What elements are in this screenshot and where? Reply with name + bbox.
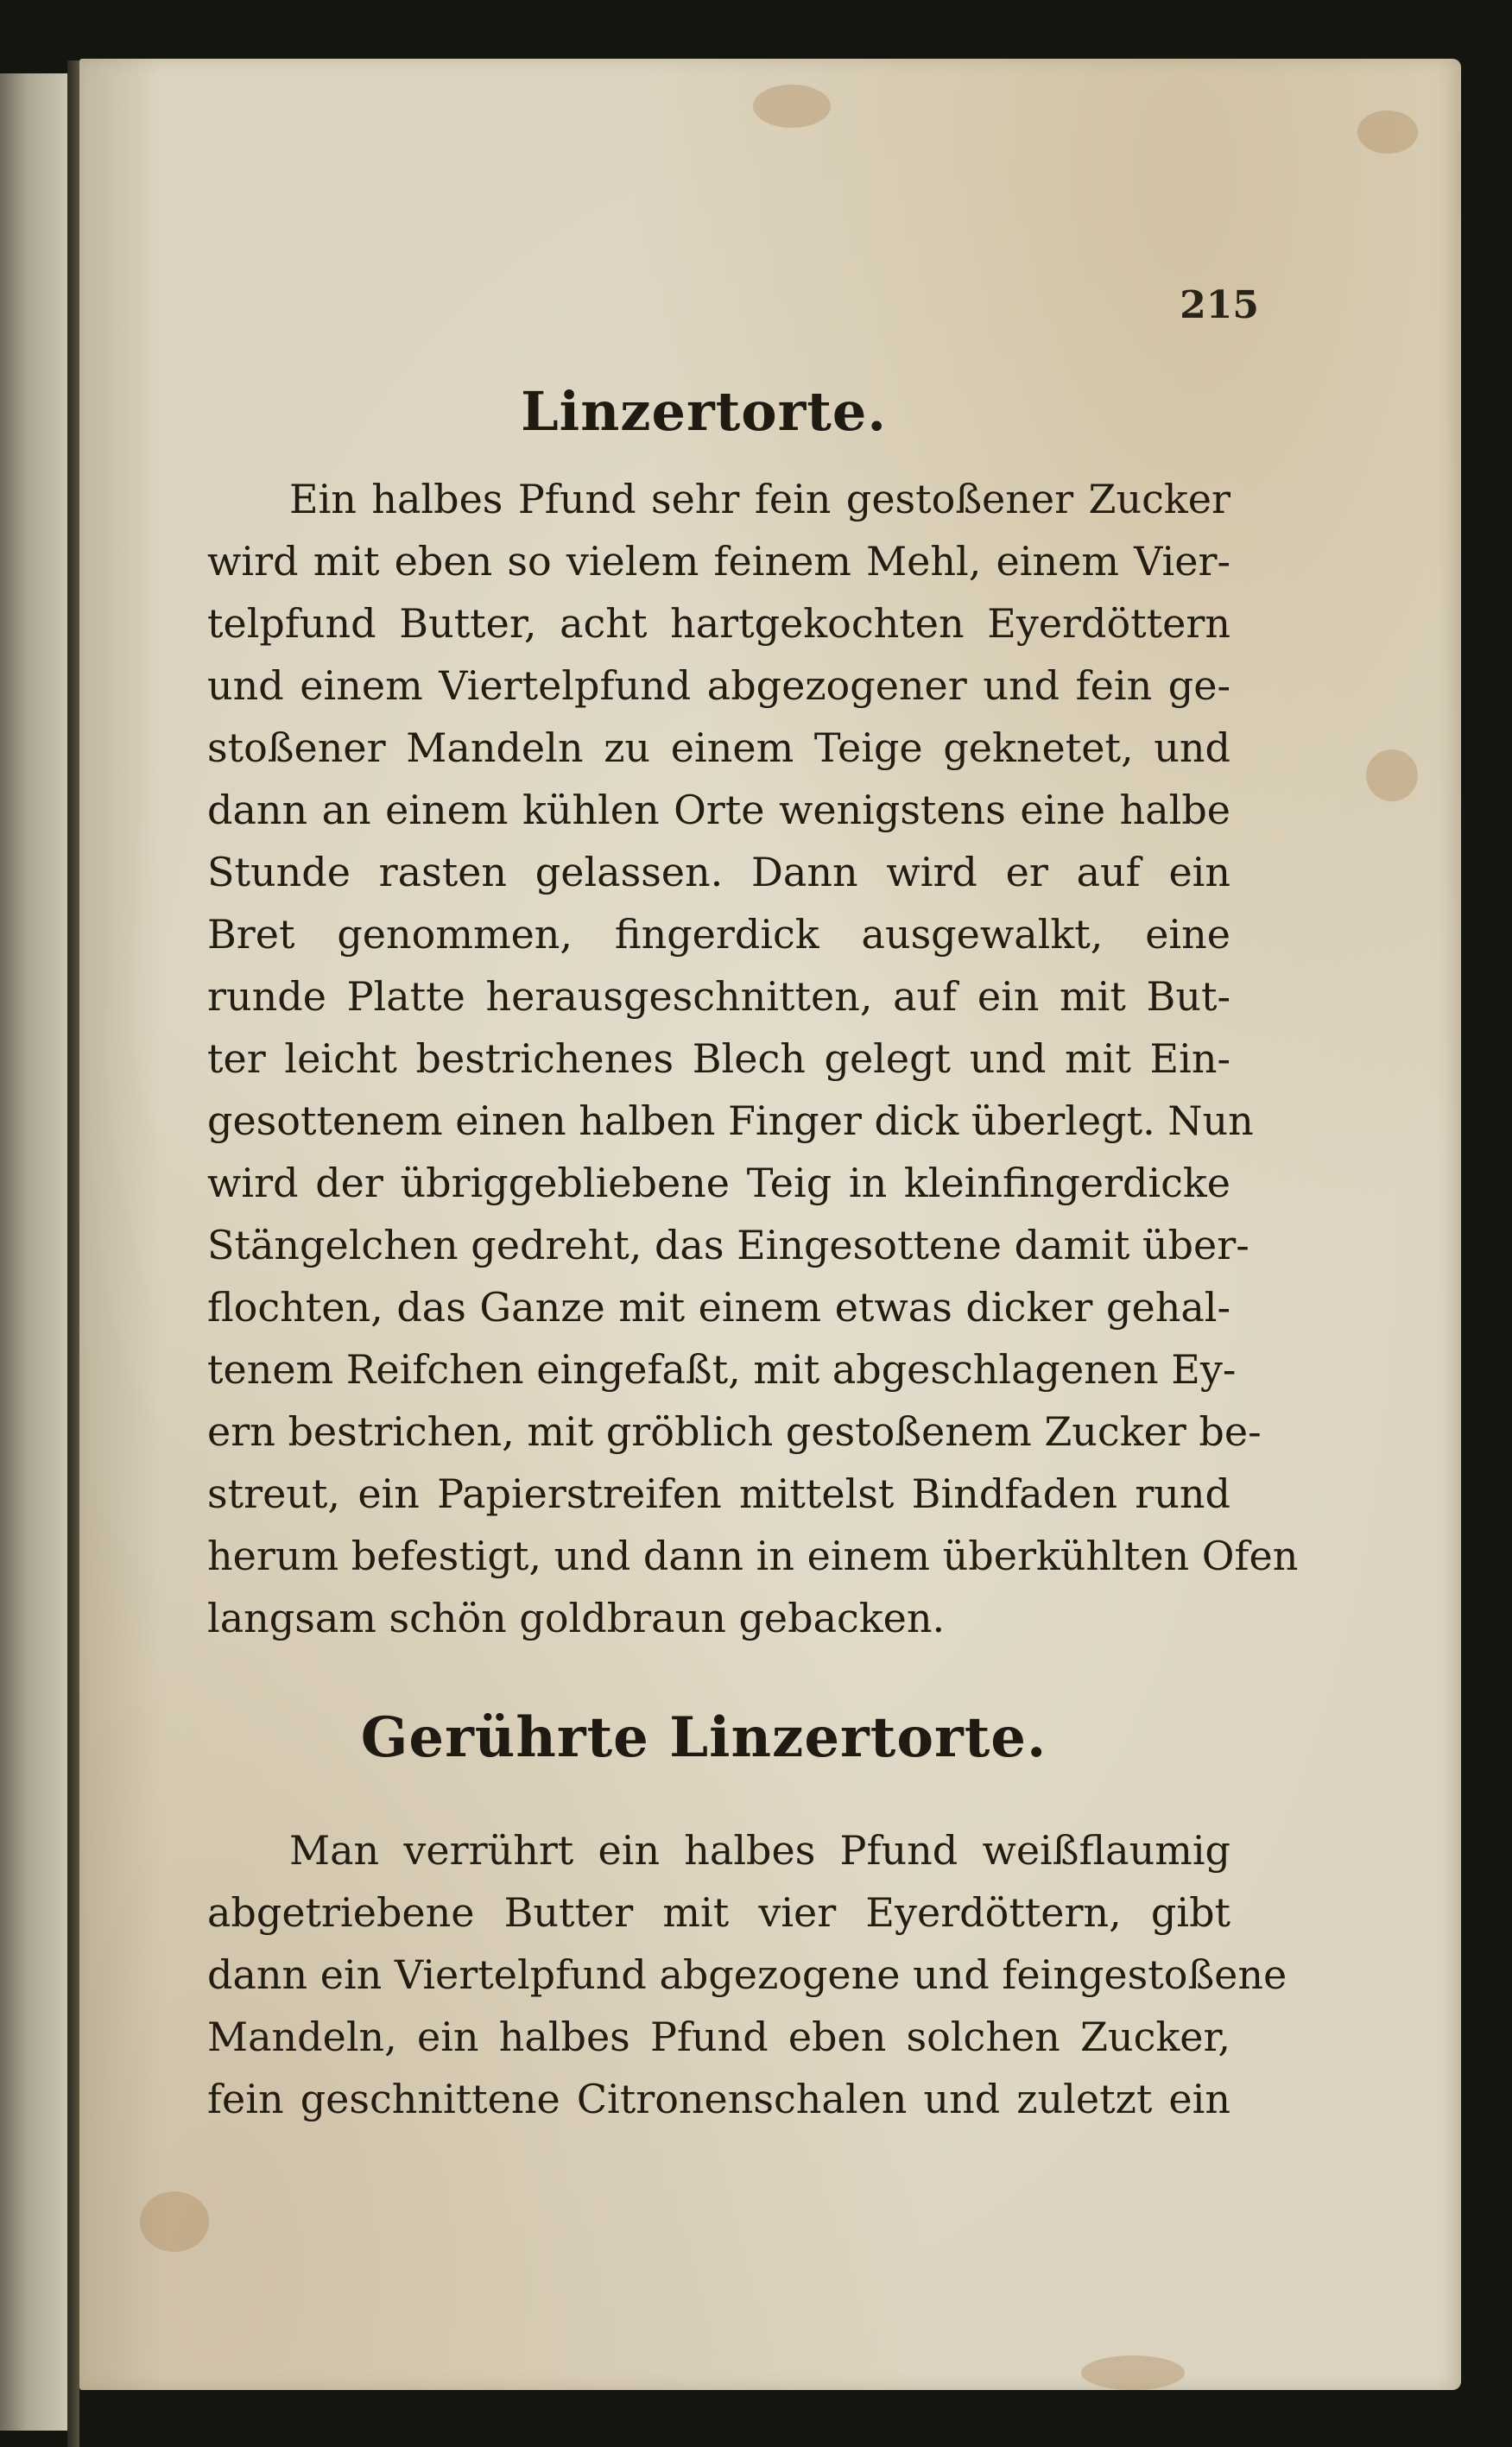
text-line: und einem Viertelpfund abgezogener und fein ge- (207, 662, 1230, 709)
text-line: tenem Reifchen eingefaßt, mit abgeschlagenen Ey- (207, 1346, 1237, 1393)
text-line: wird mit eben so vielem feinem Mehl, einem Vier- (207, 538, 1230, 585)
text-line: fein geschnittene Citronenschalen und zuletzt ein (207, 2076, 1230, 2122)
recipe-title: Gerührte Linzertorte. (360, 1705, 1047, 1770)
text-line: streut, ein Papierstreifen mittelst Bindfaden rund (207, 1470, 1230, 1517)
text-line: Ein halbes Pfund sehr fein gestoßener Zucker (289, 476, 1230, 522)
text-line: flochten, das Ganze mit einem etwas dicker gehal- (207, 1284, 1230, 1331)
text-line: abgetriebene Butter mit vier Eyerdöttern, gibt (207, 1889, 1230, 1936)
text-line: Bret genommen, fingerdick ausgewalkt, eine (207, 911, 1230, 958)
text-line: dann ein Viertelpfund abgezogene und feingestoßene (207, 1951, 1287, 1998)
recipe-title: Linzertorte. (521, 380, 887, 443)
text-line: ter leicht bestrichenes Blech gelegt und mit Ein- (207, 1035, 1230, 1082)
text-line: langsam schön goldbraun gebacken. (207, 1595, 946, 1641)
paper-stain (1357, 111, 1418, 154)
text-line: wird der übriggebliebene Teig in kleinfingerdicke (207, 1160, 1230, 1206)
text-line: herum befestigt, und dann in einem überkühlten Ofen (207, 1533, 1299, 1579)
text-line: Man verrührt ein halbes Pfund weißflaumig (289, 1827, 1230, 1874)
text-line: stoßener Mandeln zu einem Teige geknetet, und (207, 724, 1230, 771)
text-line: Stängelchen gedreht, das Eingesottene damit über- (207, 1222, 1249, 1268)
text-line: telpfund Butter, acht hartgekochten Eyerdöttern (207, 600, 1230, 647)
book-gutter (67, 60, 79, 2447)
text-line: dann an einem kühlen Orte wenigstens eine halbe (207, 787, 1230, 833)
text-line: ern bestrichen, mit gröblich gestoßenem Zucker be- (207, 1408, 1262, 1455)
facing-page-edge (0, 73, 67, 2431)
text-line: Mandeln, ein halbes Pfund eben solchen Zucker, (207, 2014, 1230, 2060)
text-line: Stunde rasten gelassen. Dann wird er auf ein (207, 849, 1230, 895)
page-number: 215 (1180, 283, 1259, 327)
paper-stain (140, 2191, 209, 2252)
paper-stain (1366, 749, 1418, 801)
paper-stain (753, 85, 831, 128)
paper-stain (1081, 2355, 1185, 2390)
text-line: gesottenem einen halben Finger dick überlegt. Nun (207, 1097, 1254, 1144)
text-line: runde Platte herausgeschnitten, auf ein mit But- (207, 973, 1230, 1020)
